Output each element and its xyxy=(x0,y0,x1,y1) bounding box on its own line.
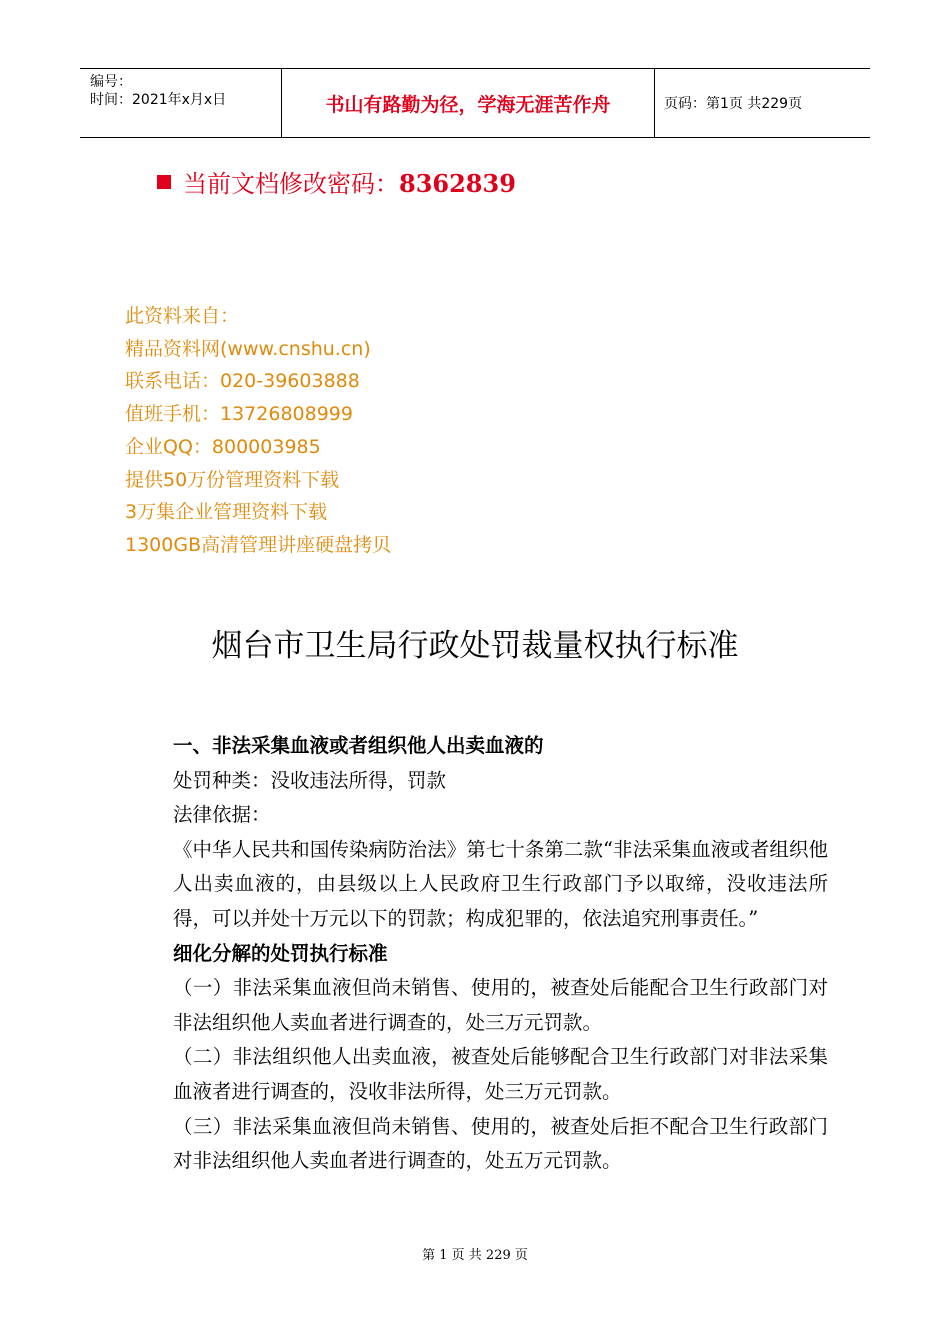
header-meta xyxy=(80,69,281,137)
source-line: 值班手机：13726808999 xyxy=(125,403,353,426)
header-motto: 书山有路勤为径，学海无涯苦作舟 xyxy=(281,69,655,137)
detail-item: （二）非法组织他人出卖血液，被查处后能够配合卫生行政部门对非法采集血液者进行调查的，没收非法所得，处三万元罚款。 xyxy=(173,1045,828,1103)
detail-item: （一）非法采集血液但尚未销售、使用的，被查处后能配合卫生行政部门对非法组织他人卖血者进行调查的，处三万元罚款。 xyxy=(173,976,828,1034)
header-page-info: 页码：第1页 共229页 xyxy=(664,96,803,112)
legal-basis-text: 《中华人民共和国传染病防治法》第七十条第二款“非法采集血液或者组织他人出卖血液的，由县级以上人民政府卫生行政部门予以取缔，没收违法所得，可以并处十万元以下的罚款；构成犯罪的，依法追究刑事责任。” xyxy=(173,837,828,930)
source-info xyxy=(125,300,391,562)
password-code: 8362839 xyxy=(399,169,516,198)
document-title: 烟台市卫生局行政处罚裁量权执行标准 xyxy=(211,628,739,664)
number-label: 编号： xyxy=(90,74,132,90)
penalty-type: 处罚种类：没收违法所得，罚款 xyxy=(173,768,447,792)
password-notice xyxy=(157,168,516,200)
source-line: 此资料来自： xyxy=(125,305,240,327)
source-line: 1300GB高清管理讲座硬盘拷贝 xyxy=(125,533,392,556)
square-bullet-icon xyxy=(157,175,171,189)
page-header xyxy=(80,68,870,138)
source-line: 企业QQ：800003985 xyxy=(125,435,321,458)
document-body xyxy=(128,729,828,1179)
source-line: 提供50万份管理资料下载 xyxy=(125,468,340,491)
time-label: 时间：2021年x月x日 xyxy=(90,92,227,108)
legal-basis-label: 法律依据： xyxy=(173,803,271,827)
section-heading: 一、非法采集血液或者组织他人出卖血液的 xyxy=(173,734,544,757)
password-label: 当前文档修改密码： xyxy=(183,170,399,198)
detail-heading: 细化分解的处罚执行标准 xyxy=(173,941,388,965)
detail-item: （三）非法采集血液但尚未销售、使用的，被查处后拒不配合卫生行政部门对非法组织他人卖血者进行调查的，处五万元罚款。 xyxy=(173,1114,828,1173)
page-footer: 第 1 页 共 229 页 xyxy=(422,1248,528,1263)
source-line: 联系电话：020-39603888 xyxy=(125,370,360,393)
source-line: 精品资料网(www.cnshu.cn) xyxy=(125,337,371,360)
source-line: 3万集企业管理资料下载 xyxy=(125,501,328,524)
